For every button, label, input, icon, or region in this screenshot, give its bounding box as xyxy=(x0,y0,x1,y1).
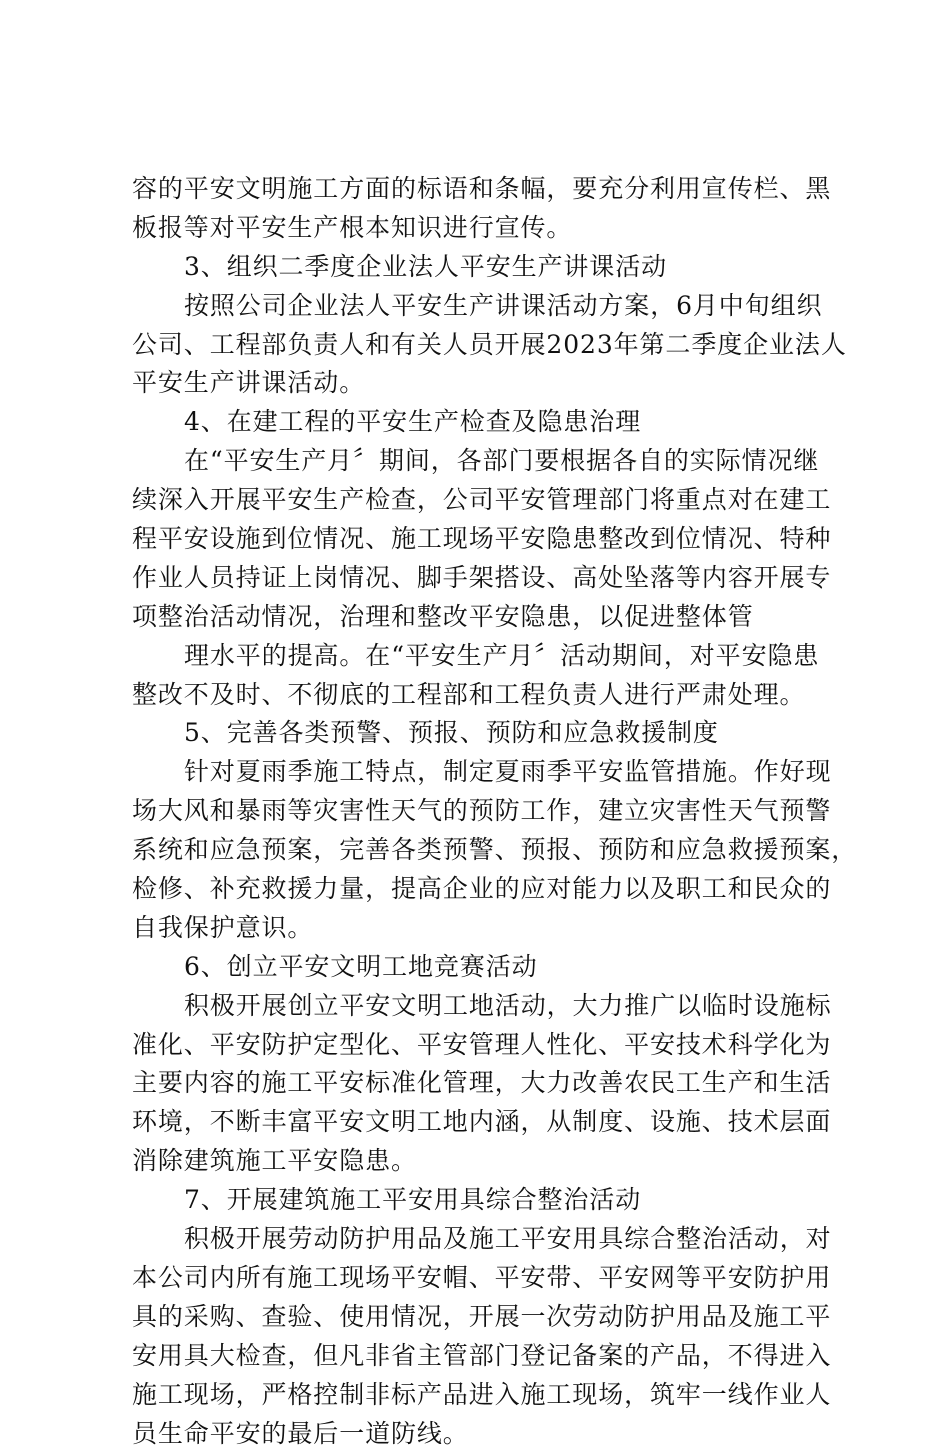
text-line: 容的平安文明施工方面的标语和条幅，要充分利用宣传栏、黑 xyxy=(132,170,832,209)
text-line: 作业人员持证上岗情况、脚手架搭设、高处坠落等内容开展专 xyxy=(132,559,832,598)
text-line: 检修、补充救援力量，提高企业的应对能力以及职工和民众的 xyxy=(132,870,832,909)
text-line: 在“平安生产月〞期间，各部门要根据各自的实际情况继 xyxy=(132,442,832,481)
text-line: 本公司内所有施工现场平安帽、平安带、平安网等平安防护用 xyxy=(132,1259,832,1298)
section-heading-4: 4、在建工程的平安生产检查及隐患治理 xyxy=(132,403,832,442)
document-body xyxy=(132,170,832,1453)
text-line: 板报等对平安生产根本知识进行宣传。 xyxy=(132,209,832,248)
text-line: 消除建筑施工平安隐患。 xyxy=(132,1142,832,1181)
text-line: 平安生产讲课活动。 xyxy=(132,364,832,403)
text-line: 理水平的提高。在“平安生产月〞活动期间，对平安隐患 xyxy=(132,637,832,676)
section-heading-5: 5、完善各类预警、预报、预防和应急救援制度 xyxy=(132,714,832,753)
text-line: 整改不及时、不彻底的工程部和工程负责人进行严肃处理。 xyxy=(132,676,832,715)
text-line: 项整治活动情况，治理和整改平安隐患，以促进整体管 xyxy=(132,598,832,637)
text-line: 员生命平安的最后一道防线。 xyxy=(132,1415,832,1453)
text-line: 公司、工程部负责人和有关人员开展2023年第二季度企业法人 xyxy=(132,326,832,365)
text-line: 积极开展创立平安文明工地活动，大力推广以临时设施标 xyxy=(132,987,832,1026)
text-line: 安用具大检查，但凡非省主管部门登记备案的产品，不得进入 xyxy=(132,1337,832,1376)
text-line: 针对夏雨季施工特点，制定夏雨季平安监管措施。作好现 xyxy=(132,753,832,792)
text-line: 环境，不断丰富平安文明工地内涵，从制度、设施、技术层面 xyxy=(132,1103,832,1142)
section-heading-6: 6、创立平安文明工地竞赛活动 xyxy=(132,948,832,987)
text-line: 自我保护意识。 xyxy=(132,909,832,948)
text-line: 按照公司企业法人平安生产讲课活动方案，6月中旬组织 xyxy=(132,287,832,326)
text-line: 积极开展劳动防护用品及施工平安用具综合整治活动，对 xyxy=(132,1220,832,1259)
text-line: 具的采购、查验、使用情况，开展一次劳动防护用品及施工平 xyxy=(132,1298,832,1337)
text-line: 系统和应急预案，完善各类预警、预报、预防和应急救援预案， xyxy=(132,831,832,870)
text-line: 施工现场，严格控制非标产品进入施工现场，筑牢一线作业人 xyxy=(132,1376,832,1415)
section-heading-7: 7、开展建筑施工平安用具综合整治活动 xyxy=(132,1181,832,1220)
text-line: 主要内容的施工平安标准化管理，大力改善农民工生产和生活 xyxy=(132,1064,832,1103)
section-heading-3: 3、组织二季度企业法人平安生产讲课活动 xyxy=(132,248,832,287)
text-line: 程平安设施到位情况、施工现场平安隐患整改到位情况、特种 xyxy=(132,520,832,559)
text-line: 续深入开展平安生产检查，公司平安管理部门将重点对在建工 xyxy=(132,481,832,520)
text-line: 场大风和暴雨等灾害性天气的预防工作，建立灾害性天气预警 xyxy=(132,792,832,831)
text-line: 准化、平安防护定型化、平安管理人性化、平安技术科学化为 xyxy=(132,1026,832,1065)
